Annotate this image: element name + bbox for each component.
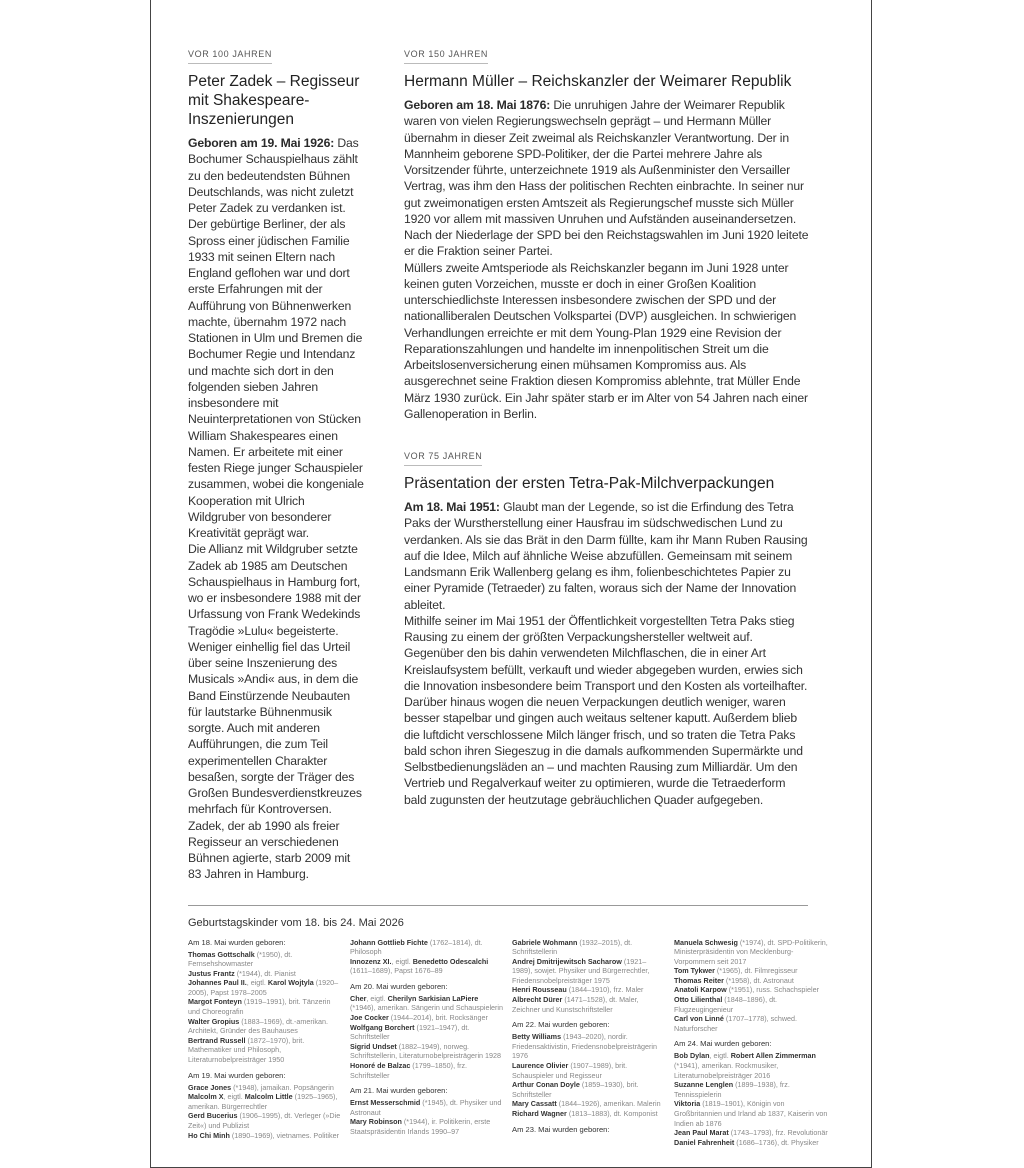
person-info: , eigtl.: [246, 978, 268, 988]
person-info: (*1965), dt. Filmregisseur: [714, 966, 798, 976]
birthday-entry: [674, 938, 828, 967]
person-name: Mary Cassatt: [512, 1099, 557, 1109]
birthday-entry: [350, 957, 504, 976]
person-name: Ho Chi Minh: [188, 1130, 230, 1140]
birthday-entry: [512, 1061, 666, 1080]
person-info: (*1944), ir. Politikerin, erste Staatspräsidentin Irlands 1990–97: [350, 1117, 491, 1136]
article-paragraph: Müllers zweite Amtsperiode als Reichskanzler begann im Juni 1928 unter keinen guten Vorzeichen, musste er doch in einer Großen Koalition unterschiedlichste Interessen insbesondere zwischen der SPD und der nationalliberalen Deutschen Volkspartei (DVP) ausgleichen. In schwierigen Verhandlungen erreichte er mit dem Young-Plan 1929 eine Revision der Reparationszahlungen und handelte im innenpolitischen Streit um die Arbeitslosenversicherung einen mühsamen Kompromiss aus. Als ausgerechnet seine Fraktion diesen Kompromiss ablehnte, trat Müller Ende März 1930 zurück. Ein Jahr später starb er im Alter von 54 Jahren nach einer Gallenoperation in Berlin.: [404, 260, 808, 421]
person-name: Johann Gottlieb Fichte: [350, 937, 428, 947]
birthday-entry: [350, 1117, 504, 1136]
person-info: (*1945), dt. Physiker und Astronaut: [350, 1098, 502, 1117]
person-info: (1890–1969), vietnames. Politiker: [229, 1130, 339, 1140]
person-name: Daniel Fahrenheit: [674, 1137, 735, 1147]
day-heading: Am 19. Mai wurden geboren:: [188, 1070, 286, 1080]
birthday-entry: [512, 985, 666, 995]
article-paragraph: [188, 135, 364, 541]
person-name: Anatoli Karpow: [674, 985, 727, 995]
person-info: , eigtl.: [223, 1092, 245, 1102]
person-name: Bertrand Russell: [188, 1035, 246, 1045]
person-name: Sigrid Undset: [350, 1041, 397, 1051]
day-heading: Am 23. Mai wurden geboren:: [512, 1124, 610, 1134]
birthday-entry: [350, 1098, 504, 1117]
birthday-entry: [350, 1042, 504, 1061]
person-name: Carl von Linné: [674, 1014, 724, 1024]
person-name: Cherilyn Sarkisian LaPiere: [387, 993, 479, 1003]
birthday-entry: [188, 1017, 342, 1036]
birthday-entry: [512, 1109, 666, 1119]
person-name: Robert Allen Zimmerman: [730, 1051, 816, 1061]
person-info: (1707–1778), schwed. Naturforscher: [674, 1014, 798, 1033]
day-heading: Am 18. Mai wurden geboren:: [188, 937, 286, 947]
person-info: , eigtl.: [366, 993, 388, 1003]
birthday-entry: [188, 1092, 342, 1111]
person-info: (*1946), amerikan. Sängerin und Schauspielerin: [350, 1003, 504, 1013]
birthday-entry: [674, 995, 828, 1014]
person-name: Honoré de Balzac: [350, 1061, 411, 1071]
birthday-entry: [512, 957, 666, 986]
person-name: Andrej Dmitrijewitsch Sacharow: [512, 956, 622, 966]
birthday-entry: [512, 1080, 666, 1099]
birthday-entry: [674, 966, 828, 976]
person-info: , eigtl.: [391, 956, 413, 966]
person-info: , eigtl.: [709, 1051, 731, 1061]
birthday-entry: [674, 1099, 828, 1128]
section-label: VOR 100 JAHREN: [188, 49, 272, 64]
birthday-day-group: [674, 1039, 828, 1147]
person-name: Malcolm Little: [244, 1092, 293, 1102]
person-info: (1686–1736), dt. Physiker: [734, 1137, 819, 1147]
person-name: Malcolm X: [188, 1092, 224, 1102]
person-name: Henri Rousseau: [512, 985, 567, 995]
person-info: (1921–1989), sowjet. Physiker und Bürgerrechtler, Friedensnobelpreisträger 1975: [512, 956, 650, 985]
articles-area: [188, 44, 809, 883]
article-paragraph: [404, 499, 809, 613]
person-info: (1920–2005), Papst 1978–2005: [188, 978, 339, 997]
person-name: Bob Dylan: [674, 1051, 710, 1061]
birthday-entry: [188, 997, 342, 1016]
paragraph-text: Die unruhigen Jahre der Weimarer Republik waren von vielen Regierungswechseln geprägt – und Hermann Müller übernahm in dieser Zeit zweimal als Reichskanzler Verantwortung. Der in Mannheim geborene SPD-Politiker, der die Partei mehrere Jahre als Vorsitzender führte, unterzeichnete 1919 als Außenminister den Versailler Vertrag, was ihm den Hass der politischen Rechten einbrachte. In seiner nur gut zweimonatigen ersten Amtszeit als Regierungschef musste sich Müller 1920 vor allem mit massiven Unruhen und Aufständen auseinandersetzen. Nach der Niederlage der SPD bei den Reichstagswahlen im Juni 1920 leitete er die Fraktion seiner Partei.: [404, 98, 809, 259]
birthday-entry: [350, 938, 504, 957]
person-info: (1848–1896), dt. Flugzeugingenieur: [674, 995, 778, 1014]
article-mueller: [404, 44, 809, 422]
birthday-entry: [512, 938, 666, 957]
article-paragraph: Mithilfe seiner im Mai 1951 der Öffentlichkeit vorgestellten Tetra Paks stieg Rausing zu einem der größten Verpackungshersteller weltweit auf. Gegenüber den bis dahin verwendeten Milchflaschen, die in einer Art Kreislaufsystem befüllt, verkauft und wieder abgegeben wurden, erwies sich die Innovation insbesondere beim Transport und den Kosten als vorteilhafter. Darüber hinaus wogen die neuen Verpackungen deutlich weniger, waren besser stapelbar und gingen auch weitaus seltener kaputt. Außerdem blieb die luftdicht verschlossene Milch länger frisch, und so traten die Tetra Paks bald schon ihren Siegeszug in die damals aufkommenden Supermärkte und Selbstbedienungsläden an – und machten Rausing zum Milliardär. Um den Vertrieb und Regalverkauf weiter zu optimieren, wurde die Tetraederform bald zugunsten der heutzutage gebräuchlichen Quader aufgegeben.: [404, 613, 808, 807]
article-lead: Am 18. Mai 1951:: [404, 500, 500, 514]
birthday-entry: [188, 1111, 342, 1130]
right-column: [404, 44, 809, 808]
person-info: (1743–1793), frz. Revolutionär: [728, 1128, 828, 1138]
person-name: Gabriele Wohmann: [512, 937, 578, 947]
person-info: (*1951), russ. Schachspieler: [726, 985, 820, 995]
person-name: Viktoria: [674, 1099, 701, 1109]
person-info: (1844–1910), frz. Maler: [566, 985, 644, 995]
article-lead: Geboren am 19. Mai 1926:: [188, 136, 335, 150]
birthday-entry: [350, 1023, 504, 1042]
person-name: Justus Frantz: [188, 968, 235, 978]
person-info: (1882–1949), norweg. Schriftstellerin, Literaturnobelpreisträgerin 1928: [350, 1041, 502, 1061]
birthday-entry: [674, 985, 828, 995]
birthday-entry: [674, 1138, 828, 1148]
person-info: (1859–1930), brit. Schriftsteller: [512, 1080, 639, 1099]
person-name: Thomas Reiter: [674, 975, 724, 985]
birthdays-list: [188, 938, 828, 1148]
birthday-entry: [188, 1131, 342, 1141]
person-info: (1844–1926), amerikan. Malerin: [556, 1099, 661, 1109]
day-heading: Am 24. Mai wurden geboren:: [674, 1039, 772, 1049]
person-name: Johannes Paul II.: [188, 978, 247, 988]
person-name: Innozenz XI.: [350, 956, 392, 966]
birthday-day-group: [188, 938, 342, 1065]
person-name: Betty Williams: [512, 1032, 562, 1042]
article-paragraph: Die Allianz mit Wildgruber setzte Zadek ab 1985 am Deutschen Schauspielhaus in Hamburg fort, wo er insbesondere 1988 mit der Urfassung von Frank Wedekinds Tragödie »Lulu« begeisterte. Weniger einhellig fiel das Urteil über seine Inszenierung des Musicals »Andi« aus, in dem die Band Einstürzende Neubauten für lautstarke Bühnenmusik sorgte. Auch mit anderen Aufführungen, die zum Teil experimentellen Charakter besaßen, sorgte der Träger des Großen Bundesverdienstkreuzes mehrfach für Kontroversen. Zadek, der ab 1990 als freier Regisseur an verschiedenen Bühnen agierte, starb 2009 mit 83 Jahren in Hamburg.: [188, 542, 362, 882]
birthday-entry: [512, 1099, 666, 1109]
day-heading: Am 20. Mai wurden geboren:: [350, 981, 448, 991]
person-info: (1799–1850), frz. Schriftsteller: [350, 1061, 468, 1080]
birthdays-title: Geburtstagskinder vom 18. bis 24. Mai 2026: [188, 916, 404, 929]
person-name: Laurence Olivier: [512, 1061, 569, 1071]
birthday-entry: [512, 1032, 666, 1061]
paragraph-text: Glaubt man der Legende, so ist die Erfindung des Tetra Paks der Wurstherstellung einer Hausfrau im südschwedischen Lund zu verdanken. Als sie das Brät in den Darm füllte, kam ihr Mann Ruben Rausing auf die Idee, Milch auf ähnliche Weise abzufüllen. Gemeinsam mit seinem Landsmann Erik Wallenberg gelang es ihm, folienbeschichtetes Papier zu einer Pyramide (Tetraeder) zu falten, woraus sich der Name der Innovation ableitet.: [404, 500, 808, 612]
article-title: Hermann Müller – Reichskanzler der Weimarer Republik: [404, 73, 792, 90]
birthday-entry: [350, 994, 504, 1013]
section-label: VOR 150 JAHREN: [404, 49, 488, 64]
birthday-entry: [350, 1061, 504, 1080]
paragraph-text: Das Bochumer Schauspielhaus zählt zu den bedeutendsten Bühnen Deutschlands, was nicht zuletzt Peter Zadek zu verdanken ist. Der gebürtige Berliner, der als Spross einer jüdischen Familie 1933 mit seinen Eltern nach England geflohen war und dort erste Erfahrungen mit der Aufführung von Bühnenwerken machte, übernahm 1972 nach Stationen in Ulm und Bremen die Bochumer Regie und Intendanz und machte sich dort in den folgenden sieben Jahren insbesondere mit Neuinterpretationen von Stücken William Shakespeares einen Namen. Er arbeitete mit einer festen Riege junger Schauspieler zusammen, wobei die kongeniale Kooperation mit Ulrich Wildgruber von besonderer Kreativität geprägt war.: [188, 136, 364, 540]
person-name: Thomas Gottschalk: [188, 949, 255, 959]
page-frame: [150, 0, 872, 1168]
left-column: [188, 44, 364, 883]
birthday-entry: [188, 1083, 342, 1093]
person-info: (*1948), jamaikan. Popsängerin: [231, 1082, 334, 1092]
article-title: Peter Zadek – Regisseur mit Shakespeare-Inszenierungen: [188, 73, 360, 128]
person-info: (1932–2015), dt. Schriftstellerin: [512, 937, 633, 957]
birthday-entry: [188, 978, 342, 997]
article-tetra-pak: [404, 446, 809, 808]
person-info: (1762–1814), dt. Philosoph: [350, 937, 483, 957]
person-name: Cher: [350, 993, 367, 1003]
person-info: (1611–1689), Papst 1676–89: [350, 966, 443, 976]
person-name: Otto Lilienthal: [674, 995, 723, 1005]
birthday-entry: [188, 1036, 342, 1065]
person-info: (*1958), dt. Astronaut: [723, 975, 794, 985]
person-info: (*1950), dt. Fernsehshowmaster: [188, 949, 293, 969]
person-name: Mary Robinson: [350, 1117, 402, 1127]
birthday-entry: [674, 1080, 828, 1099]
birthday-entry: [512, 995, 666, 1014]
day-heading: Am 22. Mai wurden geboren:: [512, 1020, 610, 1030]
birthday-entry: [674, 1051, 828, 1080]
section-label: VOR 75 JAHREN: [404, 451, 482, 466]
person-info: (*1941), amerikan. Rockmusiker, Literaturnobelpreisträger 2016: [674, 1061, 779, 1080]
person-info: (1813–1883), dt. Komponist: [566, 1109, 658, 1118]
person-name: Suzanne Lenglen: [674, 1080, 734, 1090]
person-info: (*1944), dt. Pianist: [234, 968, 296, 978]
person-info: (1907–1989), brit. Schauspieler und Regisseur: [512, 1061, 628, 1080]
person-name: Wolfgang Borchert: [350, 1022, 415, 1032]
person-name: Richard Wagner: [512, 1109, 567, 1118]
person-info: (1899–1938), frz. Tennisspielerin: [674, 1080, 790, 1099]
person-info: (1943–2020), nordir. Friedensaktivistin, Friedensnobelpreisträgerin 1976: [512, 1032, 658, 1061]
birthday-entry: [188, 950, 342, 969]
article-title: Präsentation der ersten Tetra-Pak-Milchverpackungen: [404, 475, 775, 492]
article-lead: Geboren am 18. Mai 1876:: [404, 98, 551, 112]
birthday-entry: [674, 976, 828, 986]
person-info: (1919–1991), brit. Tänzerin und Choreografin: [188, 997, 331, 1017]
person-info: (1925–1965), amerikan. Bürgerrechtler: [188, 1092, 338, 1111]
person-info: (1872–1970), brit. Mathematiker und Philosoph, Literaturnobelpreisträger 1950: [188, 1035, 305, 1065]
person-name: Arthur Conan Doyle: [512, 1080, 580, 1090]
person-info: (*1974), dt. SPD-Politikerin, Ministerpräsidentin von Mecklenburg-Vorpommern seit 2017: [674, 937, 828, 966]
person-info: (1471–1528), dt. Maler, Zeichner und Kunstschriftsteller: [512, 995, 639, 1014]
section-divider: [188, 905, 808, 906]
person-name: Jean Paul Marat: [674, 1128, 729, 1138]
article-paragraph: [404, 97, 809, 260]
person-name: Tom Tykwer: [674, 966, 715, 976]
birthday-entry: [350, 1013, 504, 1023]
person-info: (1819–1901), Königin von Großbritannien und Irland ab 1837, Kaiserin von Indien ab 1876: [674, 1099, 828, 1128]
person-name: Walter Gropius: [188, 1016, 240, 1026]
birthday-entry: [674, 1128, 828, 1138]
person-info: (1906–1995), dt. Verleger (»Die Zeit«) und Publizist: [188, 1111, 341, 1130]
person-name: Manuela Schwesig: [674, 937, 738, 947]
birthday-entry: [188, 969, 342, 979]
person-name: Margot Fonteyn: [188, 997, 242, 1007]
person-name: Benedetto Odescalchi: [412, 956, 489, 966]
person-name: Grace Jones: [188, 1082, 232, 1092]
birthday-day-group: [350, 982, 504, 1080]
person-name: Karol Wojtyla: [267, 978, 314, 988]
day-heading: Am 21. Mai wurden geboren:: [350, 1086, 448, 1096]
birthday-day-group: [512, 1020, 666, 1118]
person-name: Ernst Messerschmid: [350, 1098, 421, 1108]
article-zadek: [188, 44, 364, 883]
person-info: (1944–2014), brit. Rocksänger: [388, 1013, 488, 1023]
person-info: (1883–1969), dt.-amerikan. Architekt, Gründer des Bauhauses: [188, 1016, 328, 1036]
person-info: (1921–1947), dt. Schriftsteller: [350, 1022, 470, 1042]
person-name: Gerd Bucerius: [188, 1111, 238, 1121]
person-name: Joe Cocker: [350, 1013, 389, 1023]
person-name: Albrecht Dürer: [512, 995, 563, 1005]
